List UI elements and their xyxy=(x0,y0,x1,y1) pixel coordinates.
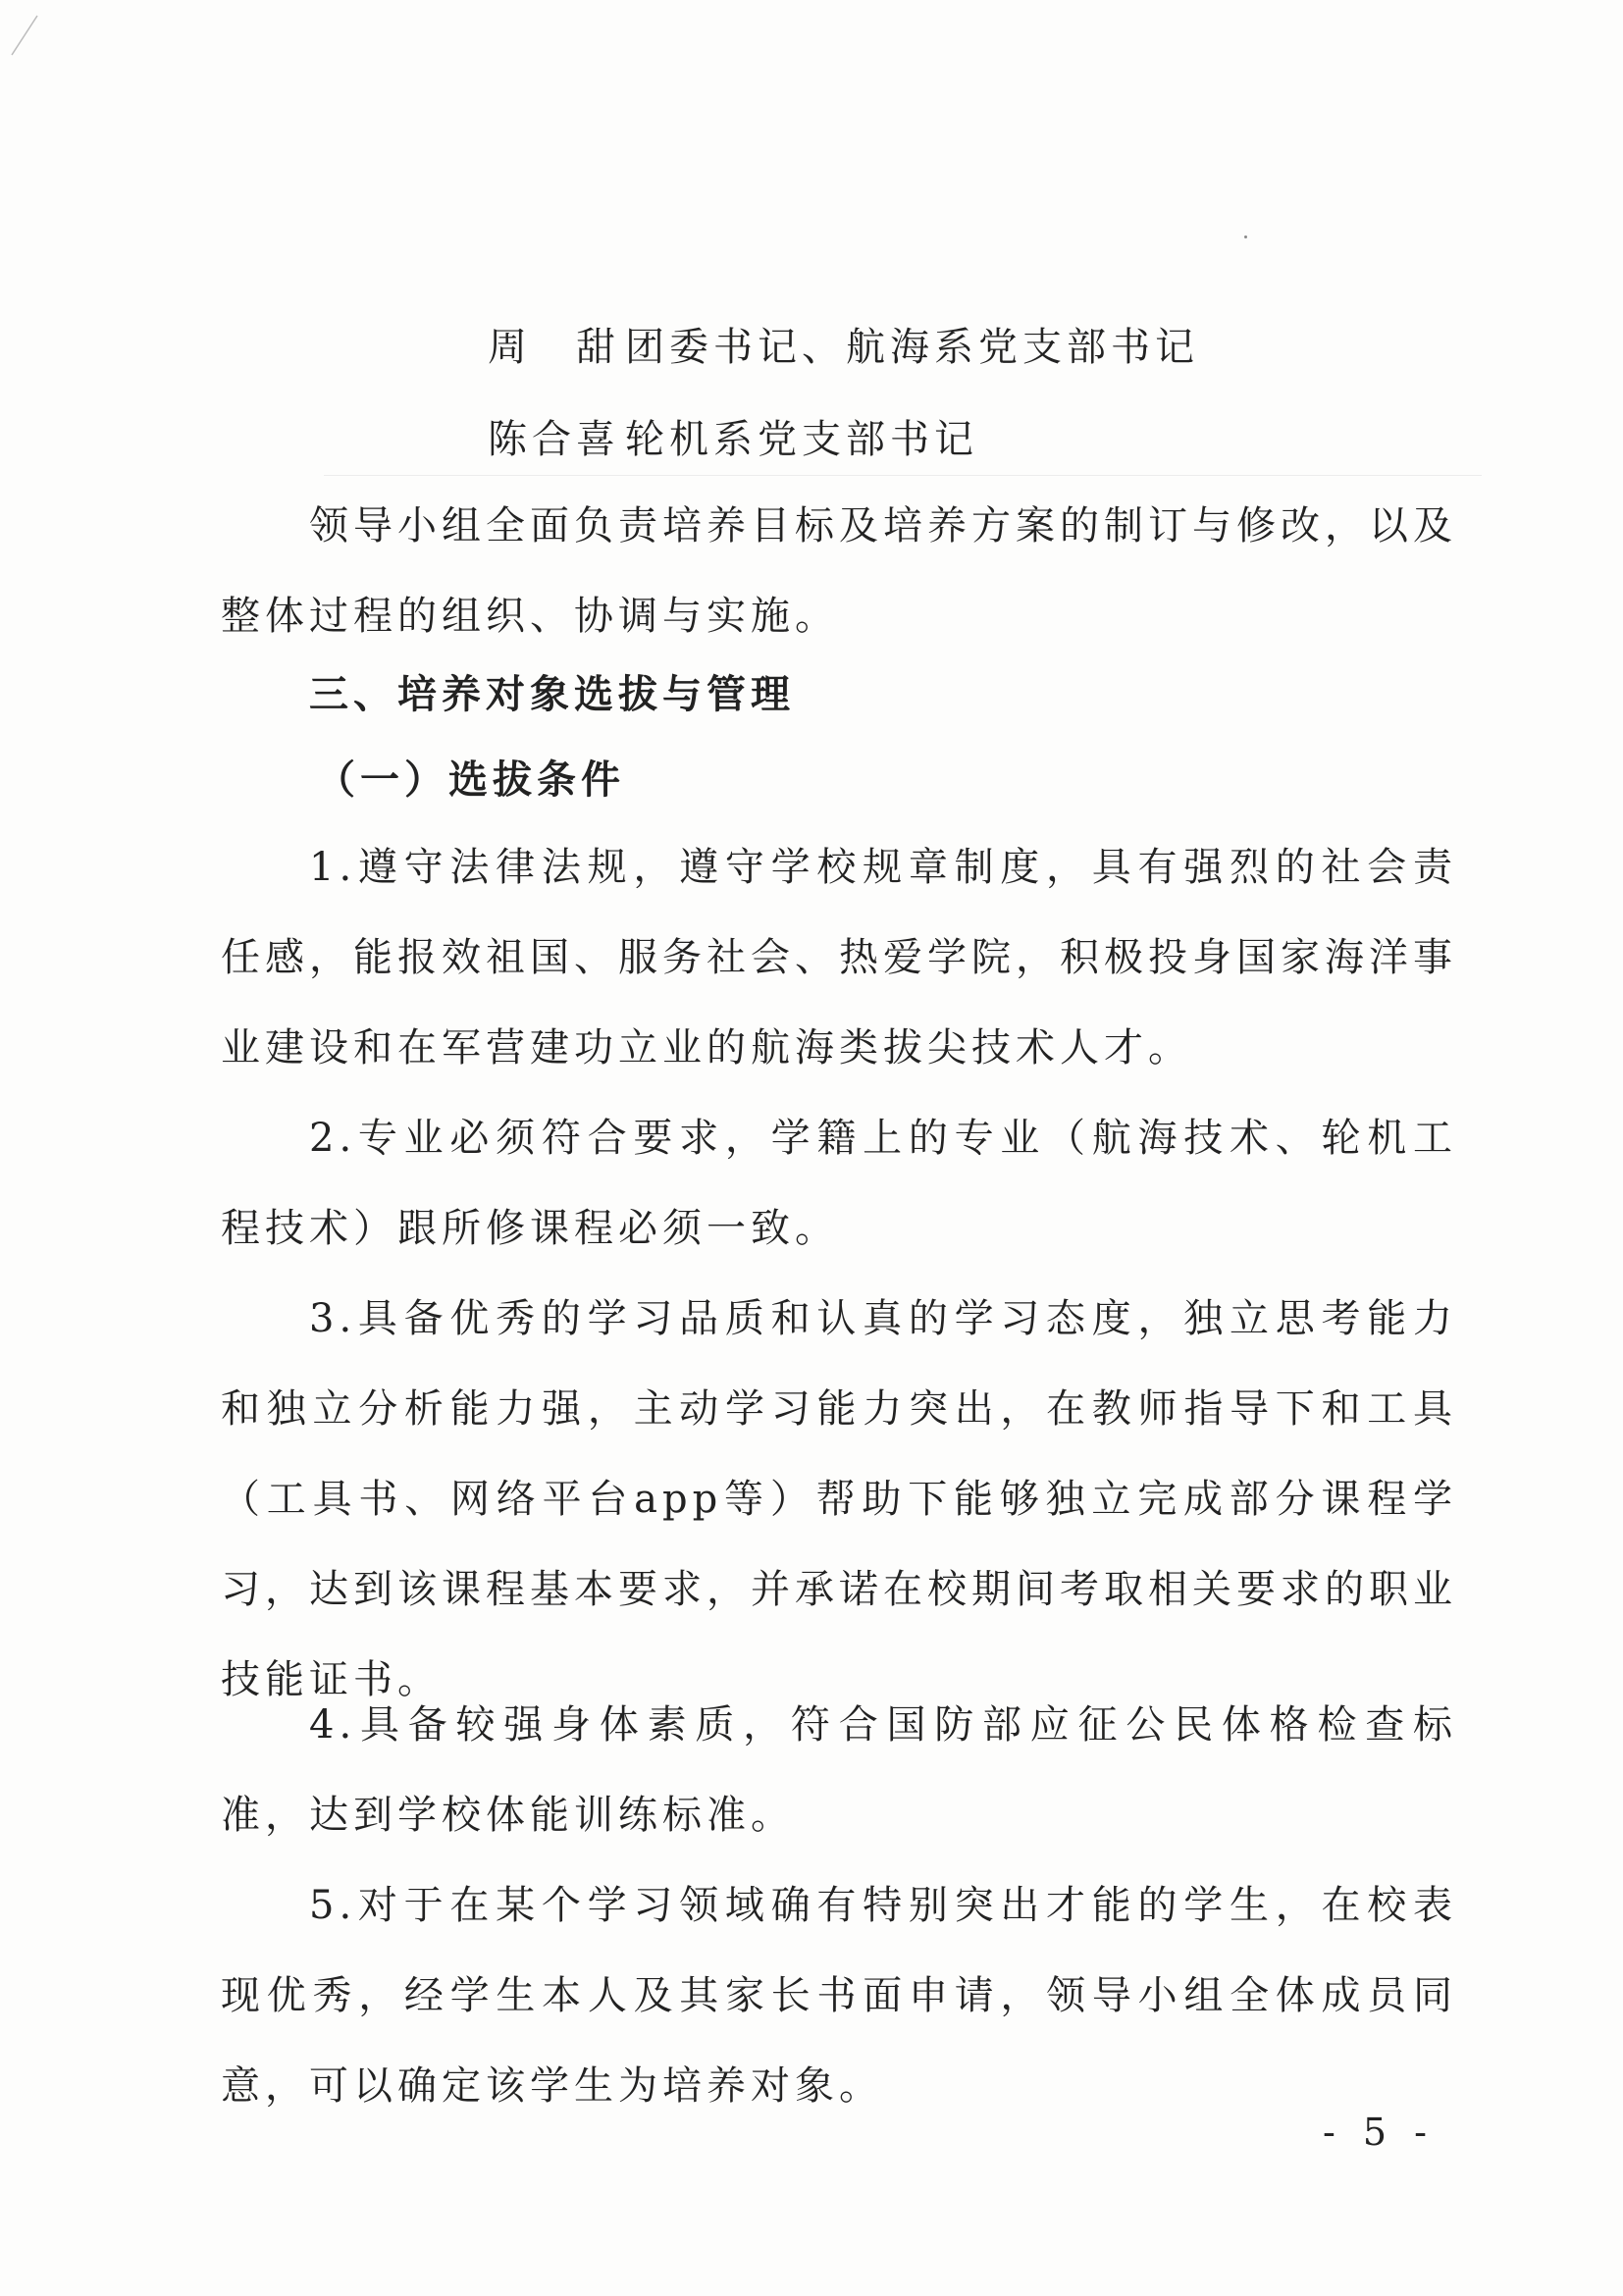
section-heading: 三、培养对象选拔与管理 xyxy=(309,672,795,717)
subsection-heading: （一）选拔条件 xyxy=(316,757,625,803)
condition-5: 5.对于在某个学习领域确有特别突出才能的学生，在校表现优秀，经学生本人及其家长书面申请，领导小组全体成员同意，可以确定该学生为培养对象。 xyxy=(221,1883,1457,2109)
member-line-1 xyxy=(488,320,1199,375)
condition-1: 1.遵守法律法规，遵守学校规章制度，具有强烈的社会责任感，能报效祖国、服务社会、热爱学院，积极投身国家海洋事业建设和在军营建功立业的航海类拔尖技术人才。 xyxy=(221,845,1457,1070)
member-role: 轮机系党支部书记 xyxy=(625,417,978,462)
condition-3: 3.具备优秀的学习品质和认真的学习态度，独立思考能力和独立分析能力强，主动学习能力突出，在教师指导下和工具（工具书、网络平台app等）帮助下能够独立完成部分课程学习，达到该课程基本要求，并承诺在校期间考取相关要求的职业技能证书。 xyxy=(221,1296,1457,1702)
scan-corner-mark xyxy=(8,10,47,59)
page-number: - 5 - xyxy=(1323,2111,1436,2154)
member-name: 周 甜 xyxy=(488,325,620,370)
condition-4: 4.具备较强身体素质，符合国防部应征公民体格检查标准，达到学校体能训练标准。 xyxy=(221,1702,1457,1838)
member-line-2 xyxy=(488,412,978,467)
member-name: 陈合喜 xyxy=(488,417,620,462)
member-role: 团委书记、航海系党支部书记 xyxy=(625,325,1199,370)
condition-2: 2.专业必须符合要求，学籍上的专业（航海技术、轮机工程技术）跟所修课程必须一致。 xyxy=(221,1116,1457,1251)
intro-paragraph: 领导小组全面负责培养目标及培养方案的制订与修改，以及整体过程的组织、协调与实施。 xyxy=(221,503,1457,639)
scan-faint-line xyxy=(324,475,1482,476)
scan-speck xyxy=(1244,235,1247,238)
